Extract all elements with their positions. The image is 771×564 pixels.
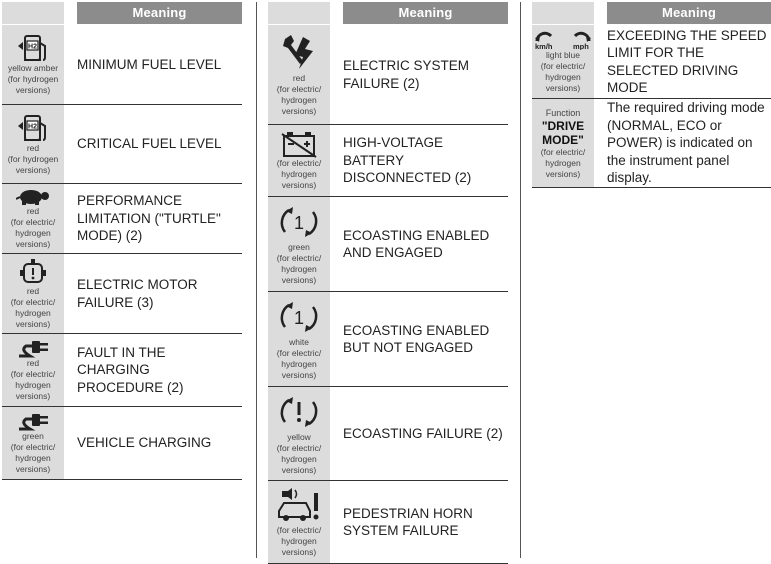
mph-label: mph [573, 41, 589, 50]
wrench-bolt-icon [281, 33, 317, 73]
symbol-cell [268, 25, 330, 124]
svg-text:1: 1 [293, 213, 305, 233]
meaning-text: ELECTRIC MOTOR FAILURE (3) [77, 277, 198, 310]
table-row [268, 481, 508, 564]
symbol-cell [2, 25, 64, 104]
symbol-cell [532, 25, 594, 98]
warning-table-2 [268, 2, 508, 564]
symbol-caption: red (for electric/ hydrogen versions) [10, 205, 56, 249]
header-meaning: Meaning [343, 2, 508, 24]
table-row [268, 387, 508, 481]
header-symbol-cell [532, 2, 594, 24]
meaning-text: ECOASTING ENABLED BUT NOT ENGAGED [343, 322, 490, 355]
table-header [532, 2, 771, 25]
meaning-text: PEDESTRIAN HORN SYSTEM FAILURE [343, 505, 473, 538]
header-meaning: Meaning [77, 2, 242, 24]
charging-plug-icon [16, 411, 50, 431]
pedestrian-horn-icon [276, 487, 322, 525]
warning-table-3 [532, 2, 771, 188]
symbol-cell [2, 254, 64, 333]
meaning-text: MINIMUM FUEL LEVEL [77, 56, 222, 72]
table-row [532, 25, 771, 99]
warning-table-1 [2, 2, 242, 480]
meaning-text: ELECTRIC SYSTEM FAILURE (2) [343, 58, 470, 91]
symbol-caption: (for electric/ hydrogen versions) [540, 146, 586, 179]
symbol-caption: green (for electric/ hydrogen versions) [276, 242, 322, 285]
header-symbol-cell [268, 2, 330, 24]
speed-limit-icon [533, 30, 593, 50]
h2-fuel-pump-icon [16, 33, 50, 63]
meaning-text: VEHICLE CHARGING [77, 435, 212, 451]
table-row [2, 334, 242, 407]
symbol-cell [2, 105, 64, 183]
meaning-text: CRITICAL FUEL LEVEL [77, 136, 222, 152]
header-symbol-cell [2, 2, 64, 24]
symbol-cell [2, 334, 64, 406]
table-row [268, 125, 508, 197]
table-row [268, 25, 508, 125]
symbol-caption: yellow (for electric/ hydrogen versions) [276, 431, 322, 475]
meaning-text: FAULT IN THE CHARGING PROCEDURE (2) [77, 344, 184, 395]
svg-text:H2: H2 [28, 123, 37, 130]
table-row [2, 105, 242, 184]
table-row [2, 254, 242, 334]
symbol-cell [268, 197, 330, 291]
meaning-text: PERFORMANCE LIMITATION ("TURTLE" MODE) (2) [77, 193, 221, 244]
symbol-caption: (for electric/ hydrogen versions) [276, 158, 322, 190]
turtle-icon [16, 188, 50, 206]
function-label: Function [545, 107, 581, 118]
symbol-caption: (for electric/ hydrogen versions) [276, 524, 322, 557]
symbol-caption: green (for electric/ hydrogen versions) [10, 431, 56, 474]
column-separator [256, 2, 257, 558]
table-row [268, 292, 508, 387]
ecoasting-one-icon [279, 297, 319, 337]
symbol-caption: red (for electric/ hydrogen versions) [10, 358, 56, 401]
symbol-caption: light blue (for electric/ hydrogen versions) [540, 49, 586, 93]
ecoasting-one-icon [279, 202, 319, 242]
meaning-text: HIGH-VOLTAGE BATTERY DISCONNECTED (2) [343, 135, 472, 186]
symbol-caption: red (for hydrogen versions) [7, 142, 59, 175]
kmh-label: km/h [535, 41, 553, 50]
table-row [2, 184, 242, 254]
symbol-cell [532, 99, 594, 187]
meaning-text: ECOASTING ENABLED AND ENGAGED [343, 227, 490, 260]
symbol-cell [268, 387, 330, 480]
table-row [2, 25, 242, 105]
symbol-caption: yellow amber (for hydrogen versions) [7, 63, 59, 95]
svg-text:1: 1 [293, 308, 305, 328]
meaning-text: EXCEEDING THE SPEED LIMIT FOR THE SELECTED DRIVING MODE [607, 27, 767, 95]
battery-disconnected-icon [280, 130, 318, 158]
symbol-caption: red (for electric/ hydrogen versions) [276, 72, 322, 116]
svg-text:H2: H2 [28, 43, 37, 51]
symbol-cell [268, 125, 330, 196]
drive-mode-label: "DRIVE MODE" [541, 118, 585, 147]
symbol-cell [268, 292, 330, 386]
symbol-cell [2, 184, 64, 253]
symbol-caption: white (for electric/ hydrogen versions) [276, 337, 322, 380]
meaning-text: ECOASTING FAILURE (2) [343, 425, 503, 441]
symbol-cell [2, 407, 64, 479]
symbol-cell [268, 481, 330, 563]
column-separator [520, 2, 521, 558]
table-row [532, 99, 771, 188]
header-meaning: Meaning [607, 2, 771, 24]
symbol-caption: red (for electric/ hydrogen versions) [10, 285, 56, 329]
charging-plug-icon [16, 338, 50, 358]
h2-fuel-pump-icon [16, 113, 50, 143]
table-row [268, 197, 508, 292]
table-row [2, 407, 242, 480]
table-header [268, 2, 508, 25]
meaning-text: The required driving mode (NORMAL, ECO or POWER) is indicated on the instrument panel display. [607, 100, 765, 186]
electric-motor-icon [18, 258, 48, 286]
ecoasting-warning-icon [279, 392, 319, 432]
table-header [2, 2, 242, 25]
